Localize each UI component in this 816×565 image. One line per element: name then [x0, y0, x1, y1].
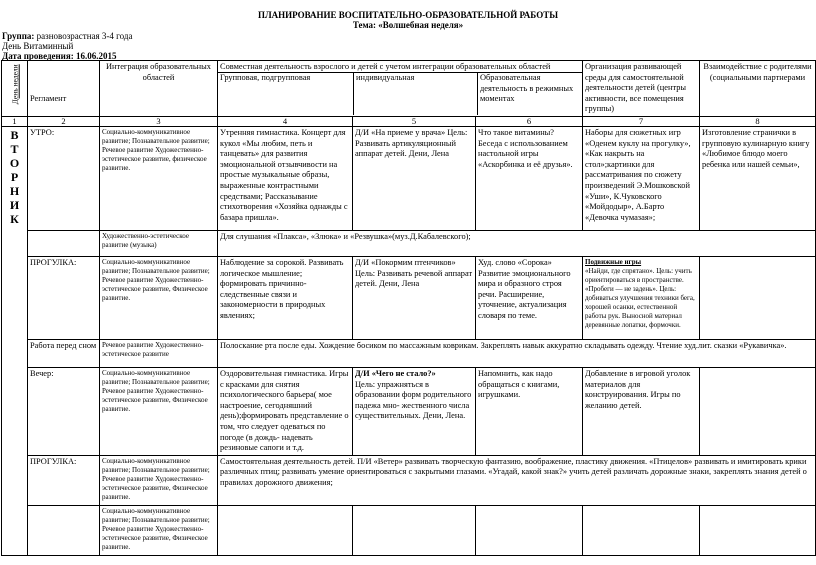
walk1-row: [2, 257, 816, 340]
morning-row: [2, 127, 816, 231]
morning-env: Наборы для сюжетных игр «Оденем куклу на прогулку», «Как накрыть на стол»;картинки для рассматривания по сюжету произведений Э.Мошковской «Уши», К.Чуковского «Мойдодыр», А.Барто «Девочка чумазая»;: [583, 127, 700, 231]
header-integration: Интеграция образовательных областей: [100, 61, 218, 117]
morning-integration: Социально-коммуникативное развитие; Познавательное развитие; Речевое развитие Художественно-эстетическое развитие, физическое развитие.: [100, 127, 218, 231]
last-integration: Социально-коммуникативное развитие; Познавательное развитие; Речевое развитие Художественно-эстетическое развитие, Физическое развитие.: [100, 505, 218, 555]
day-line: День Витаминный: [2, 41, 74, 51]
walk1-env: [583, 257, 700, 340]
evening-row: [2, 368, 816, 456]
evening-ind-title: Д/И «Чего не стало?»: [355, 369, 436, 378]
morning-parents: Изготовление странички в групповую кулинарную книгу «Любимое блюдо моего ребенка или нашей семьи»,: [700, 127, 816, 231]
header-env: Организация развивающей среды для самостоятельной деятельности детей (центры активности, все помещения группы): [583, 61, 700, 117]
day-letter: О: [9, 156, 20, 170]
header-row: [2, 61, 816, 117]
day-letter: Т: [10, 142, 19, 156]
day-letter: И: [9, 198, 20, 212]
col-number: 8: [700, 117, 816, 127]
col-number: 4: [218, 117, 353, 127]
walk1-env-title: Подвижные игры: [585, 258, 642, 266]
music-integration: Художественно-эстетическое развитие (музыка): [100, 231, 218, 257]
group-label: Группа:: [2, 31, 35, 41]
group-value: разновозрастная 3-4 года: [34, 31, 133, 41]
col-number: 5: [353, 117, 476, 127]
walk1-regime: ПРОГУЛКА:: [28, 257, 100, 340]
header-individual: индивидуальная: [354, 73, 478, 115]
col-number: 6: [476, 117, 583, 127]
walk2-integration: Социально-коммуникативное развитие; Познавательное развитие; Речевое развитие Художественно-эстетическое развитие, Физическое развитие.: [100, 455, 218, 505]
evening-regime: Вечер:: [28, 368, 100, 456]
header-moments: Образовательная деятельность в режимных моментах: [480, 73, 574, 104]
document-title: ПЛАНИРОВАНИЕ ВОСПИТАТЕЛЬНО-ОБРАЗОВАТЕЛЬНОЙ РАБОТЫ: [257, 10, 559, 20]
header-group-sub: Групповая, подгрупповая: [218, 73, 354, 115]
col-number: 7: [583, 117, 700, 127]
header-parents: Взаимодействие с родителями (социальными партнерами: [700, 61, 816, 117]
walk1-integration: Социально-коммуникативное развитие; Познавательное развитие; Речевое развитие Художественно-эстетическое развитие, Физическое развитие.: [100, 257, 218, 340]
header-regime: Регламент: [28, 61, 100, 117]
evening-group: Оздоровительная гимнастика. Игры с красками для снятия психологического барьера( мое настроение, сегодняшний день);формировать представление о том, что следует одеваться по погоде (в дождь- надевать резиновые сапоги и т.д.: [218, 368, 353, 456]
walk2-text: Самостоятельная деятельность детей. П/И «Ветер» развивать творческую фантазию, воображение, пластику движения. «Птицелов» развивать и имитировать крики различных птиц; развивать умение ориентироваться с закрытыми глазами. «Угадай, какой знак?» учить детей различать дорожные знаки, закреплять знания детей о правилах дорожного движения;: [218, 455, 816, 505]
walk2-row: [2, 455, 816, 505]
number-row: [2, 117, 816, 127]
walk1-moments: Худ. слово «Сорока» Развитие эмоционального мира и образного строя речи. Расширение, уточнение, актуализация словаря по теме.: [476, 257, 583, 340]
morning-individual: Д/И «На приеме у врача» Цель: Развивать артикуляционный аппарат детей. Дени, Лена: [353, 127, 476, 231]
evening-individual: [353, 368, 476, 456]
sleep-row: [2, 340, 816, 368]
sleep-text: Полоскание рта после еды. Хождение босиком по массажным коврикам. Закреплять навык аккуратно складывать одежду. Чтение худ.лит. сказки «Рукавичка».: [218, 340, 816, 368]
header-day: День недели: [2, 61, 28, 117]
morning-moments: Что такое витамины? Беседа с использованием настольной игры «Аскорбинка и её друзья».: [476, 127, 583, 231]
date-line: Дата проведения: 16.06.2015: [2, 51, 117, 61]
col-number: 2: [28, 117, 100, 127]
walk1-group: Наблюдение за сорокой. Развивать логическое мышление; формировать причинно-следственные связи и закономерности в природных явлениях;: [218, 257, 353, 340]
day-letter: В: [10, 128, 19, 142]
day-letter: Р: [10, 170, 19, 184]
sleep-integration: Речевое развитие Художественно-эстетическое развитие: [100, 340, 218, 368]
header-joint: Совместная деятельность взрослого и детей с учетом интеграции образовательных областей Групповая, подгрупповая индивидуальная Образовательная деятельность в режимных моментах: [218, 61, 583, 117]
music-text: Для слушания «Плакса», «Злюка» и «Резвушка»(муз.Д.Кабалевского);: [218, 231, 816, 257]
group-line: [2, 31, 132, 41]
evening-env: Добавление в игровой уголок материалов для конструирования. Игры по желанию детей.: [583, 368, 700, 456]
evening-integration: Социально-коммуникативное развитие; Познавательное развитие; Речевое развитие Художественно-эстетическое развитие, Физическое развитие.: [100, 368, 218, 456]
day-letters: [4, 128, 25, 226]
music-row: [2, 231, 816, 257]
evening-ind-text: Цель: упражняться в образовании форм родительного падежа мно- жественного числа существительных. Дени, Лена.: [355, 379, 472, 421]
walk1-env-text: «Найди, где спрятано». Цель: учить ориентироваться в пространстве. «Пробеги — не задень». Цель: добиваться улучшения техники бега, хорошей осанки, естественной работы рук. Выносной материал деревянные лопатки, формочки.: [585, 267, 695, 329]
day-cell: [2, 127, 28, 556]
col-number: 1: [2, 117, 28, 127]
last-row: [2, 505, 816, 555]
morning-regime: УТРО:: [28, 127, 100, 231]
col-number: 3: [100, 117, 218, 127]
plan-table: [1, 60, 816, 556]
evening-moments: Напомнить, как надо обращаться с книгами, игрушками.: [476, 368, 583, 456]
document-subtitle: Тема: «Волшебная неделя»: [352, 20, 464, 30]
morning-group: Утренняя гимнастика. Концерт для кукол «Мы любим, петь и танцевать» для развития эмоциональной отзывчивости на простые музыкальные образы, выраженные контрастными средствами; Рассказывание стихотворения «Хозяйка однажды с базара пришла».: [218, 127, 353, 231]
sleep-regime: Работа перед сном: [28, 340, 100, 368]
walk1-individual: Д/И «Покормим птенчиков» Цель: Развивать речевой аппарат детей. Дени, Лена: [353, 257, 476, 340]
day-letter: К: [10, 212, 19, 226]
walk2-regime: ПРОГУЛКА:: [28, 455, 100, 505]
day-letter: Н: [9, 184, 20, 198]
